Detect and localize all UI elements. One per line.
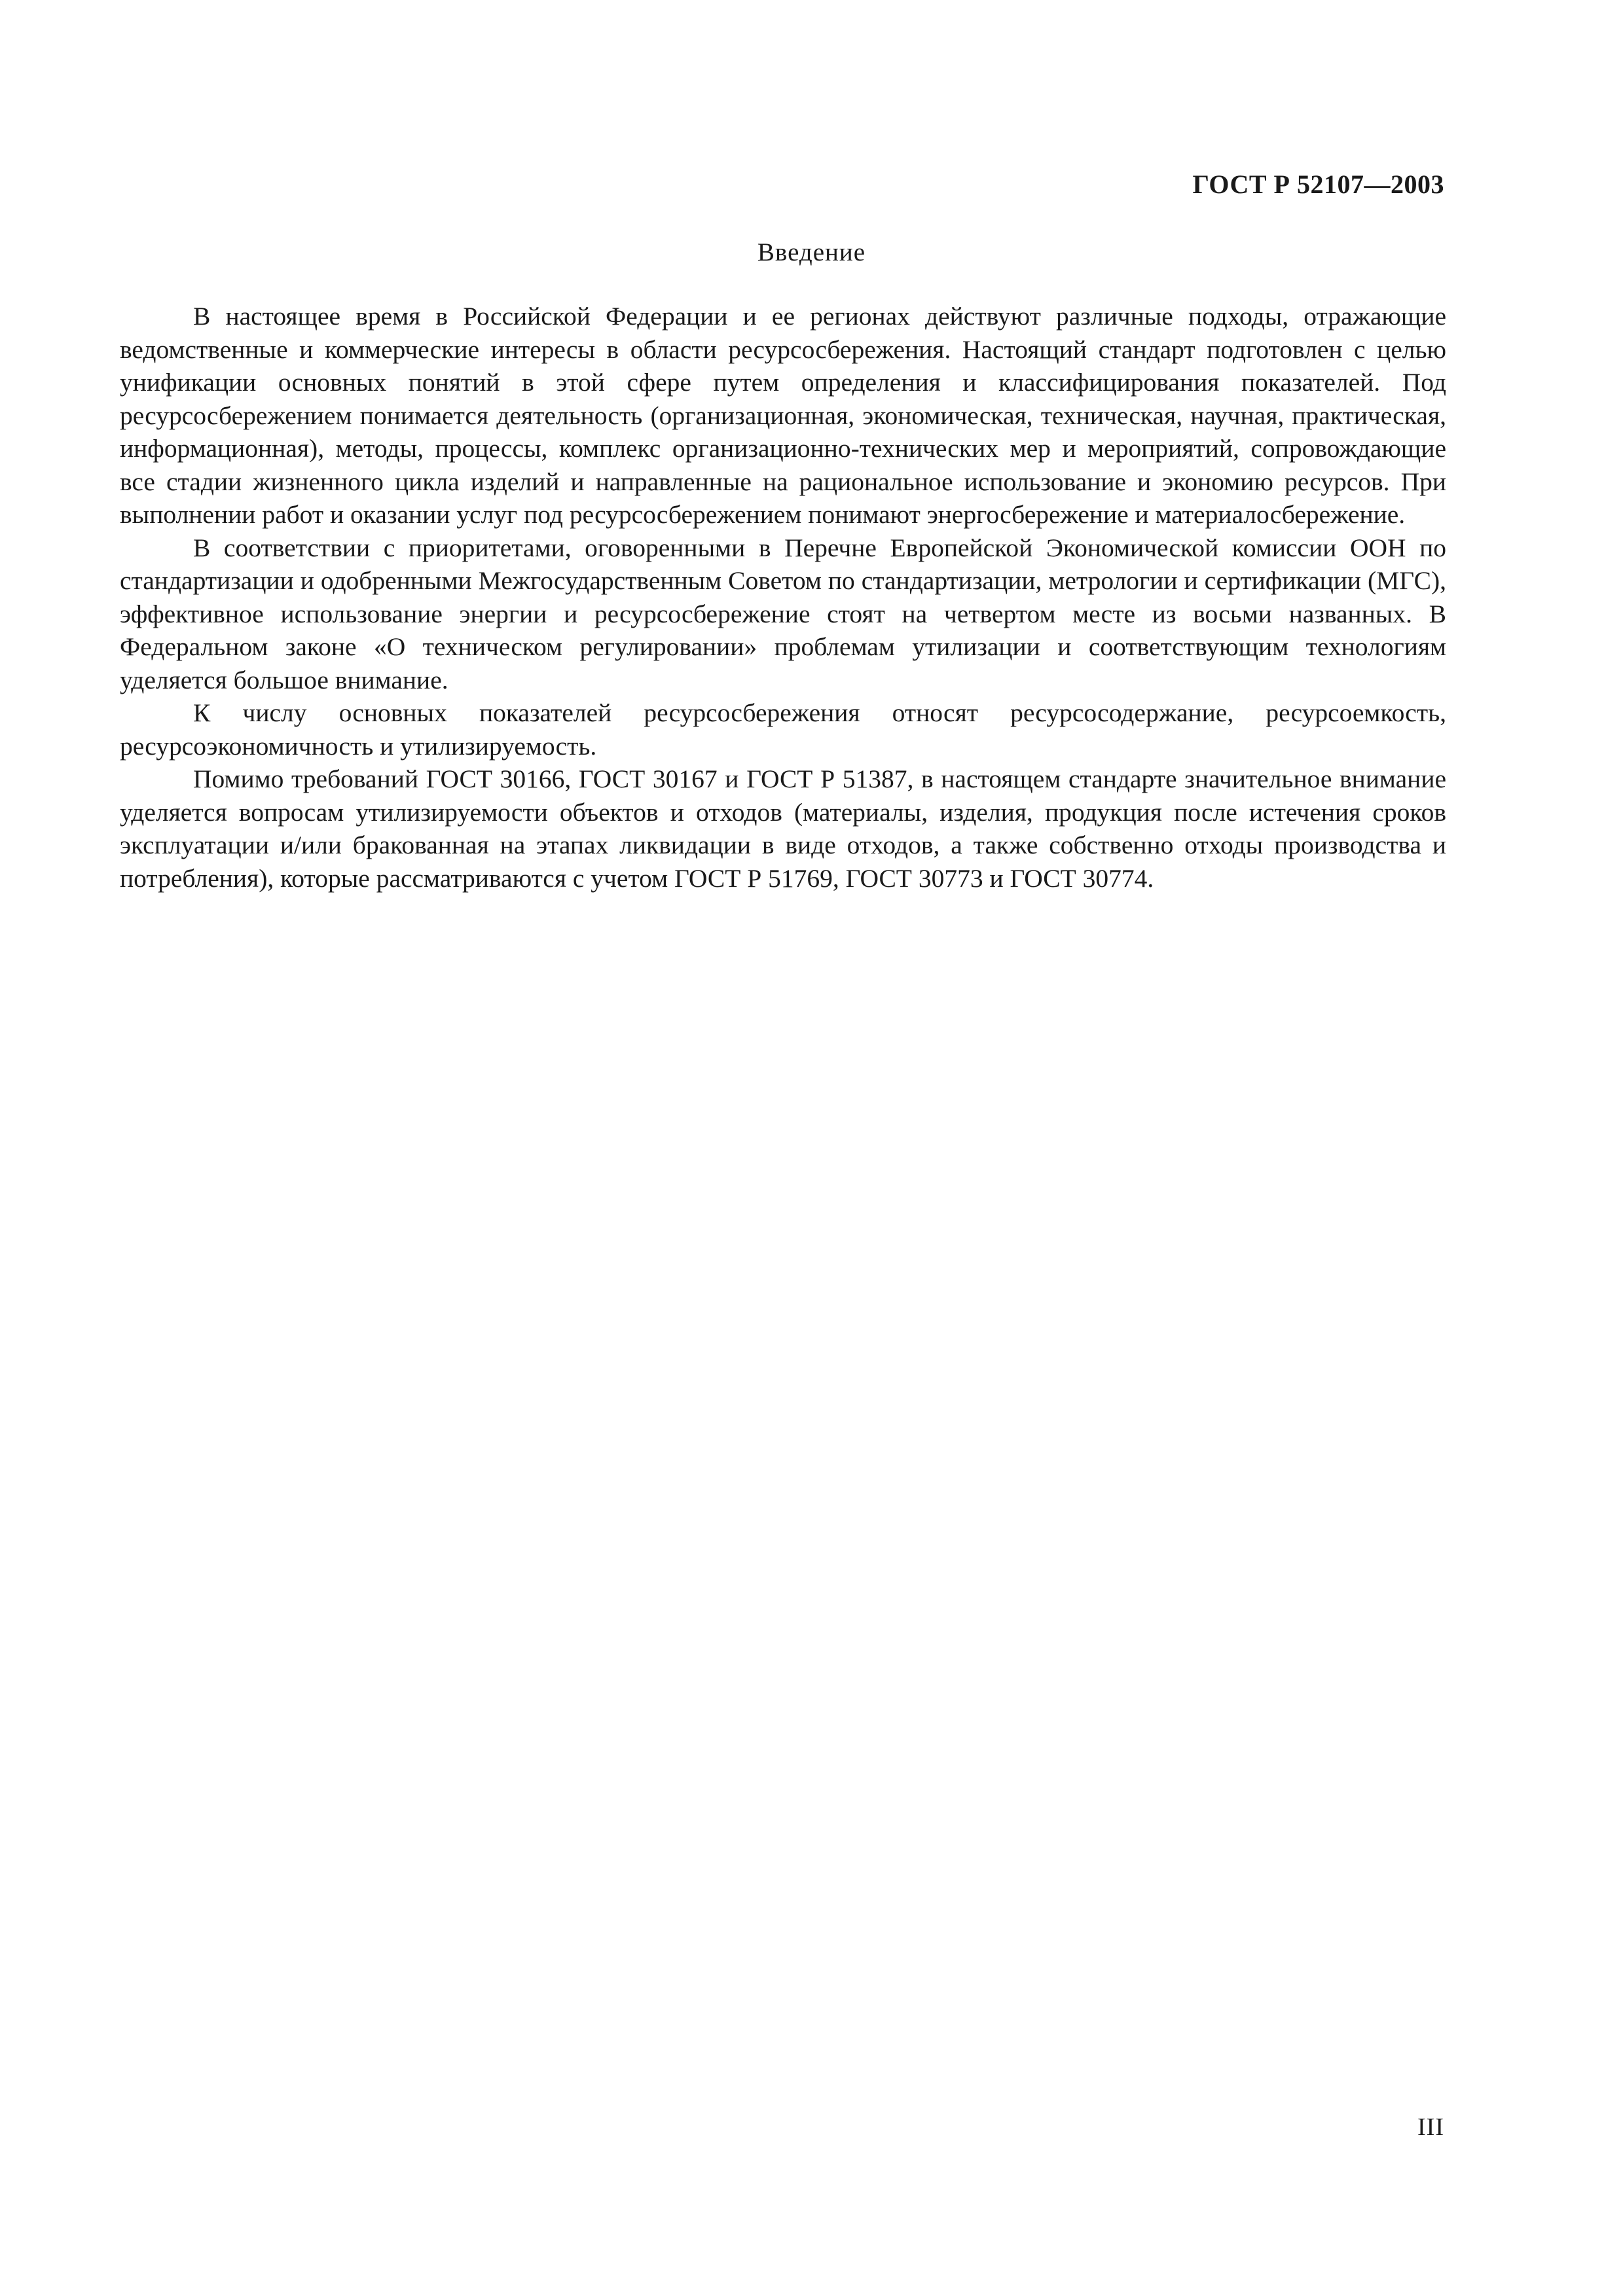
paragraph-4: Помимо требований ГОСТ 30166, ГОСТ 30167 и ГОСТ Р 51387, в настоящем стандарте значительное внимание уделяется вопросам утилизируемости объектов и отходов (материалы, изделия, продукция после истечения сроков эксплуатации и/или бракованная на этапах ликвидации в виде отходов, а также собственно отходы производства и потребления), которые рассматриваются с учетом ГОСТ Р 51769, ГОСТ 30773 и ГОСТ 30774. <box>120 764 1446 893</box>
paragraph-2: В соответствии с приоритетами, оговоренными в Перечне Европейской Экономической комиссии ООН по стандартизации и одобренными Межгосударственным Советом по стандартизации, метрологии и сертификации (МГС), эффективное использование энергии и ресурсосбережение стоят на четвертом месте из восьми названных. В Федеральном законе «О техническом регулировании» проблемам утилизации и соответствующим технологиям уделяется большое внимание. <box>120 533 1446 694</box>
paragraph-3: К числу основных показателей ресурсосбережения относят ресурсосодержание, ресурсоемкость, ресурсоэкономичность и утилизируемость. <box>120 698 1446 761</box>
paragraph-1: В настоящее время в Российской Федерации и ее регионах действуют различные подходы, отражающие ведомственные и коммерческие интересы в области ресурсосбережения. Настоящий стандарт подготовлен с целью унификации основных понятий в этой сфере путем определения и классифицирования показателей. Под ресурсосбережением понимается деятельность (организационная, экономическая, техническая, научная, практическая, информационная), методы, процессы, комплекс организационно-технических мер и мероприятий, сопровождающие все стадии жизненного цикла изделий и направленные на рациональное использование и экономию ресурсов. При выполнении работ и оказании услуг под ресурсосбережением понимают энергосбережение и материалосбережение. <box>120 302 1446 529</box>
page-number: III <box>1417 2113 1444 2141</box>
section-title: Введение <box>757 238 866 266</box>
introduction-body <box>120 300 1446 895</box>
standard-designation: ГОСТ Р 52107—2003 <box>1192 170 1444 199</box>
